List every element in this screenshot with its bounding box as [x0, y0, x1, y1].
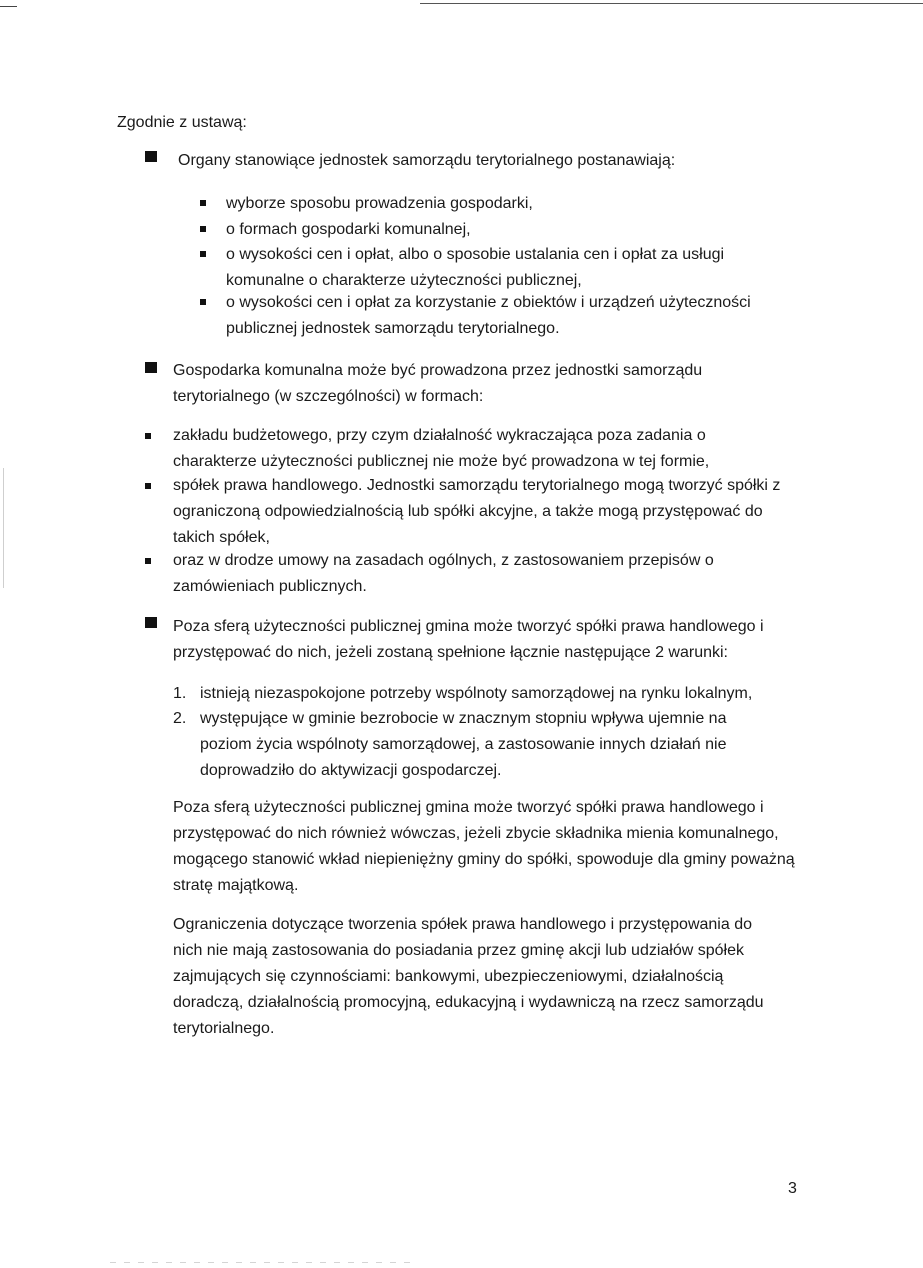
- bullet-icon: [145, 483, 151, 489]
- list-number: 1.: [173, 685, 187, 702]
- section3-item: występujące w gminie bezrobocie w znacznym stopniu wpływa ujemnie na poziom życia wspólnoty samorządowej, a zastosowanie innych działań nie doprowadziło do aktywizacji gospodarczej.: [200, 710, 727, 779]
- section1-item: o wysokości cen i opłat, albo o sposobie ustalania cen i opłat za usługi komunalne o charakterze użyteczności publicznej,: [226, 246, 725, 289]
- square-bullet-icon: [145, 617, 157, 628]
- section1-heading: Organy stanowiące jednostek samorządu terytorialnego postanawiają:: [178, 152, 676, 169]
- section3-heading: Poza sferą użyteczności publicznej gmina może tworzyć spółki prawa handlowego i przystępować do nich, jeżeli zostaną spełnione łącznie następujące 2 warunki:: [173, 618, 764, 661]
- section2-item: spółek prawa handlowego. Jednostki samorządu terytorialnego mogą tworzyć spółki z ograniczoną odpowiedzialnością lub spółki akcyjne, a także mogą przystępować do takich spółek,: [173, 477, 781, 546]
- scan-bottom-edge: [110, 1262, 410, 1263]
- scan-left-mark: [3, 468, 4, 588]
- section2-heading: Gospodarka komunalna może być prowadzona przez jednostki samorządu terytorialnego (w szczególności) w formach:: [173, 362, 703, 405]
- intro-text: Zgodnie z ustawą:: [117, 114, 247, 131]
- bullet-icon: [145, 558, 151, 564]
- list-number: 2.: [173, 710, 187, 727]
- section3-paragraph: Poza sferą użyteczności publicznej gmina może tworzyć spółki prawa handlowego i przystępować do nich również wówczas, jeżeli zbycie składnika mienia komunalnego, mogącego stanowić wkład niepieniężny gminy do spółki, spowoduje dla gminy poważną stratę majątkową.: [173, 799, 795, 894]
- bullet-icon: [145, 433, 151, 439]
- square-bullet-icon: [145, 362, 157, 373]
- section1-item: wyborze sposobu prowadzenia gospodarki,: [226, 195, 533, 212]
- page-number: 3: [788, 1180, 797, 1197]
- section3-item: istnieją niezaspokojone potrzeby wspólnoty samorządowej na rynku lokalnym,: [200, 685, 753, 702]
- scan-edge-mark: [0, 6, 17, 7]
- scan-top-rule: [420, 3, 923, 4]
- square-bullet-icon: [145, 151, 157, 162]
- section1-item: o wysokości cen i opłat za korzystanie z obiektów i urządzeń użyteczności publicznej jednostek samorządu terytorialnego.: [226, 294, 751, 337]
- bullet-icon: [200, 226, 206, 232]
- section2-item: zakładu budżetowego, przy czym działalność wykraczająca poza zadania o charakterze użyteczności publicznej nie może być prowadzona w tej formie,: [173, 427, 710, 470]
- bullet-icon: [200, 200, 206, 206]
- section3-paragraph: Ograniczenia dotyczące tworzenia spółek prawa handlowego i przystępowania do nich nie mają zastosowania do posiadania przez gminę akcji lub udziałów spółek zajmujących się czynnościami: bankowymi, ubezpieczeniowymi, działalnością doradczą, działalnością promocyjną, edukacyjną i wydawniczą na rzecz samorządu terytorialnego.: [173, 916, 764, 1037]
- bullet-icon: [200, 299, 206, 305]
- section1-item: o formach gospodarki komunalnej,: [226, 221, 471, 238]
- bullet-icon: [200, 251, 206, 257]
- section2-item: oraz w drodze umowy na zasadach ogólnych, z zastosowaniem przepisów o zamówieniach publicznych.: [173, 552, 714, 595]
